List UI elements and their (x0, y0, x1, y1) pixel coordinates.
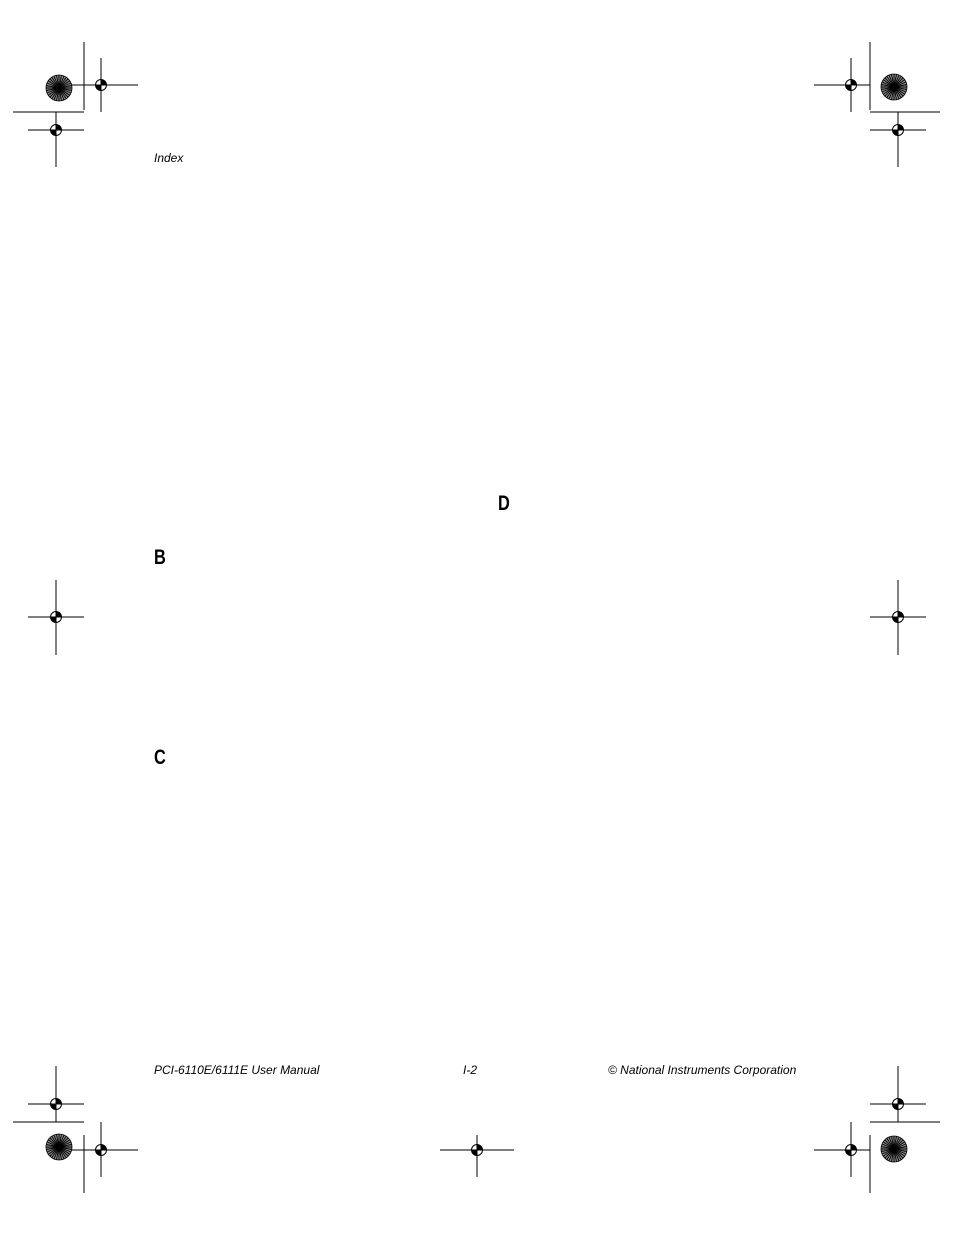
index-section-heading-c: C (154, 746, 166, 769)
registration-mark-bottom-center (440, 1135, 514, 1177)
registration-mark-top-right-a (814, 58, 870, 112)
crop-mark-top-left (13, 42, 84, 112)
footer-page-number: I-2 (463, 1063, 478, 1077)
crop-mark-bottom-left (13, 1122, 84, 1193)
color-target-top-left (46, 75, 72, 101)
color-target-bottom-left (46, 1134, 72, 1160)
registration-mark-top-left-a (63, 58, 138, 112)
color-target-bottom-right (881, 1136, 907, 1162)
registration-mark-mid-left (28, 580, 84, 655)
registration-mark-top-right-b (870, 112, 926, 167)
registration-mark-bottom-left-a (28, 1066, 84, 1122)
index-section-heading-d: D (498, 492, 510, 515)
registration-mark-bottom-left-b (63, 1122, 138, 1177)
crop-mark-top-right (870, 42, 940, 112)
registration-mark-top-left-b (28, 112, 84, 167)
crop-mark-bottom-right (870, 1122, 940, 1193)
running-header: Index (154, 151, 184, 165)
footer-copyright: © National Instruments Corporation (608, 1063, 797, 1077)
registration-mark-bottom-right-b (814, 1122, 870, 1177)
color-target-top-right (881, 74, 907, 100)
footer-manual-title: PCI-6110E/6111E User Manual (154, 1063, 320, 1077)
registration-mark-mid-right (870, 580, 926, 655)
index-section-heading-b: B (154, 546, 166, 569)
registration-mark-bottom-right-a (870, 1066, 926, 1122)
